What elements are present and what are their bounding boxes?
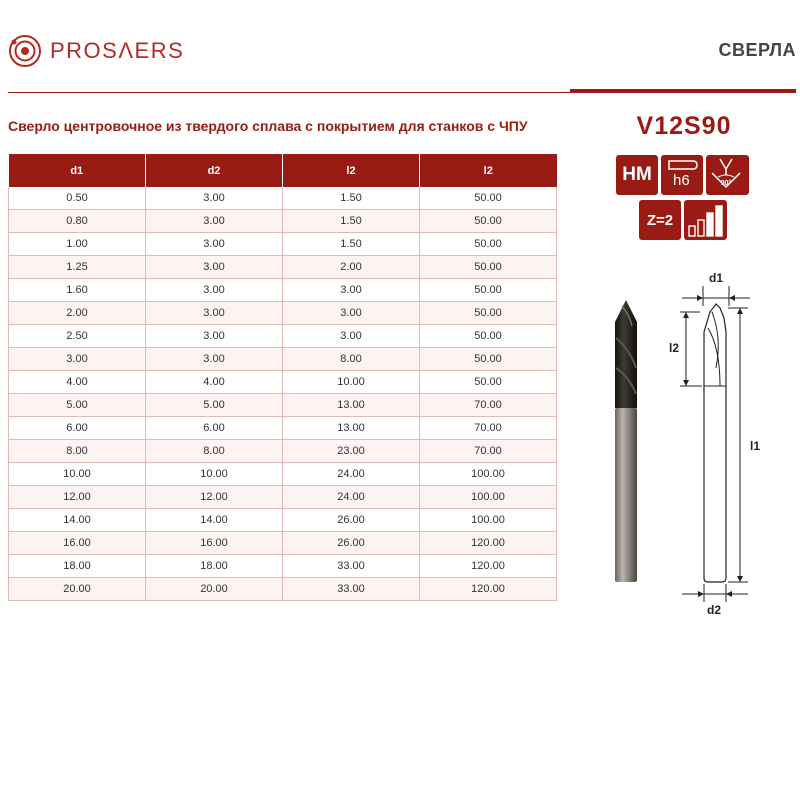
cell-l1: 120.00 [420, 555, 557, 578]
cell-d2: 3.00 [146, 210, 283, 233]
cell-d1: 20.00 [9, 578, 146, 601]
table-row [9, 210, 557, 233]
cell-d2: 4.00 [146, 371, 283, 394]
cell-d2: 6.00 [146, 417, 283, 440]
cell-l2: 3.00 [283, 279, 420, 302]
cell-d2: 3.00 [146, 348, 283, 371]
cell-l2: 33.00 [283, 555, 420, 578]
point-angle-badge [706, 155, 749, 195]
cell-d2: 20.00 [146, 578, 283, 601]
cell-l2: 24.00 [283, 486, 420, 509]
cell-l1: 50.00 [420, 187, 557, 210]
cell-d2: 16.00 [146, 532, 283, 555]
cell-d1: 0.50 [9, 187, 146, 210]
table-header-row [9, 154, 557, 187]
product-description: Сверло центровочное из твердого сплава с покрытием для станков с ЧПУ [8, 118, 528, 134]
cell-l1: 120.00 [420, 532, 557, 555]
table-row [9, 578, 557, 601]
tolerance-badge [661, 155, 703, 195]
cell-l1: 100.00 [420, 486, 557, 509]
cell-l2: 13.00 [283, 417, 420, 440]
cell-l2: 10.00 [283, 371, 420, 394]
cell-d1: 1.25 [9, 256, 146, 279]
point-angle-value: 90° [720, 180, 732, 187]
cell-d2: 3.00 [146, 302, 283, 325]
cell-d2: 3.00 [146, 233, 283, 256]
cell-d1: 18.00 [9, 555, 146, 578]
material-label: HM [622, 164, 652, 185]
cell-l1: 100.00 [420, 463, 557, 486]
table-row [9, 509, 557, 532]
cell-d2: 10.00 [146, 463, 283, 486]
cell-d2: 14.00 [146, 509, 283, 532]
cell-d1: 2.50 [9, 325, 146, 348]
table-row [9, 394, 557, 417]
specs-table [8, 154, 557, 601]
cell-l2: 2.00 [283, 256, 420, 279]
bar-chart-icon [684, 200, 727, 240]
cell-l1: 120.00 [420, 578, 557, 601]
flutes-label: Z=2 [646, 211, 674, 229]
cell-l1: 50.00 [420, 348, 557, 371]
cell-l1: 70.00 [420, 417, 557, 440]
cell-l1: 50.00 [420, 210, 557, 233]
table-row [9, 440, 557, 463]
cell-d1: 12.00 [9, 486, 146, 509]
cell-d2: 18.00 [146, 555, 283, 578]
cell-d2: 5.00 [146, 394, 283, 417]
cell-d1: 0.80 [9, 210, 146, 233]
cell-d1: 6.00 [9, 417, 146, 440]
cell-d2: 12.00 [146, 486, 283, 509]
cell-l2: 3.00 [283, 325, 420, 348]
table-row [9, 555, 557, 578]
cell-l1: 70.00 [420, 394, 557, 417]
cell-d1: 8.00 [9, 440, 146, 463]
cell-d1: 16.00 [9, 532, 146, 555]
brand-name: PROSΛERS [50, 38, 185, 63]
table-row [9, 463, 557, 486]
cell-d1: 10.00 [9, 463, 146, 486]
cell-l1: 50.00 [420, 279, 557, 302]
cell-d1: 1.00 [9, 233, 146, 256]
cell-d2: 3.00 [146, 325, 283, 348]
cell-l1: 50.00 [420, 325, 557, 348]
application-badge [684, 200, 727, 240]
table-row [9, 371, 557, 394]
cell-l2: 1.50 [283, 233, 420, 256]
cell-d1: 3.00 [9, 348, 146, 371]
table-row [9, 532, 557, 555]
table-row [9, 348, 557, 371]
category-title: СВЕРЛА [718, 40, 796, 60]
cell-l2: 1.50 [283, 187, 420, 210]
table-row [9, 256, 557, 279]
cell-d1: 5.00 [9, 394, 146, 417]
drill-dimension-diagram [660, 268, 780, 618]
drill-photo [600, 298, 650, 588]
column-header-d2: d2 [146, 154, 283, 187]
table-row [9, 187, 557, 210]
material-badge [616, 155, 658, 195]
cell-l1: 50.00 [420, 256, 557, 279]
header-divider [8, 92, 570, 93]
cell-l1: 50.00 [420, 371, 557, 394]
cell-l2: 24.00 [283, 463, 420, 486]
cell-l1: 100.00 [420, 509, 557, 532]
brand-logo-icon [8, 34, 42, 68]
table-row [9, 417, 557, 440]
brand-logo[interactable] [8, 34, 184, 68]
cell-l2: 13.00 [283, 394, 420, 417]
tolerance-label: h6 [673, 172, 690, 189]
table-row [9, 279, 557, 302]
cell-l1: 50.00 [420, 233, 557, 256]
cell-l2: 23.00 [283, 440, 420, 463]
diagram-label-l1: l1 [749, 439, 761, 453]
flutes-badge [639, 200, 681, 240]
cell-d1: 4.00 [9, 371, 146, 394]
cell-d2: 3.00 [146, 256, 283, 279]
cell-d2: 3.00 [146, 187, 283, 210]
table-row [9, 325, 557, 348]
diagram-label-d2: d2 [706, 603, 722, 617]
diagram-label-d1: d1 [708, 271, 724, 285]
diagram-label-l2: l2 [668, 341, 680, 355]
cell-l2: 1.50 [283, 210, 420, 233]
table-row [9, 486, 557, 509]
cell-d1: 2.00 [9, 302, 146, 325]
table-row [9, 302, 557, 325]
cell-l2: 3.00 [283, 302, 420, 325]
cell-d2: 3.00 [146, 279, 283, 302]
cell-l2: 26.00 [283, 509, 420, 532]
cell-l2: 8.00 [283, 348, 420, 371]
product-code: V12S90 [636, 112, 732, 140]
cell-d1: 14.00 [9, 509, 146, 532]
column-header-l1: l2 [420, 154, 557, 187]
column-header-l2: l2 [283, 154, 420, 187]
cell-d1: 1.60 [9, 279, 146, 302]
table-row [9, 233, 557, 256]
column-header-d1: d1 [9, 154, 146, 187]
point-angle-icon [706, 155, 749, 195]
cell-l2: 26.00 [283, 532, 420, 555]
cell-d2: 8.00 [146, 440, 283, 463]
cell-l2: 33.00 [283, 578, 420, 601]
header-divider-accent [570, 89, 796, 93]
cell-l1: 50.00 [420, 302, 557, 325]
cell-l1: 70.00 [420, 440, 557, 463]
